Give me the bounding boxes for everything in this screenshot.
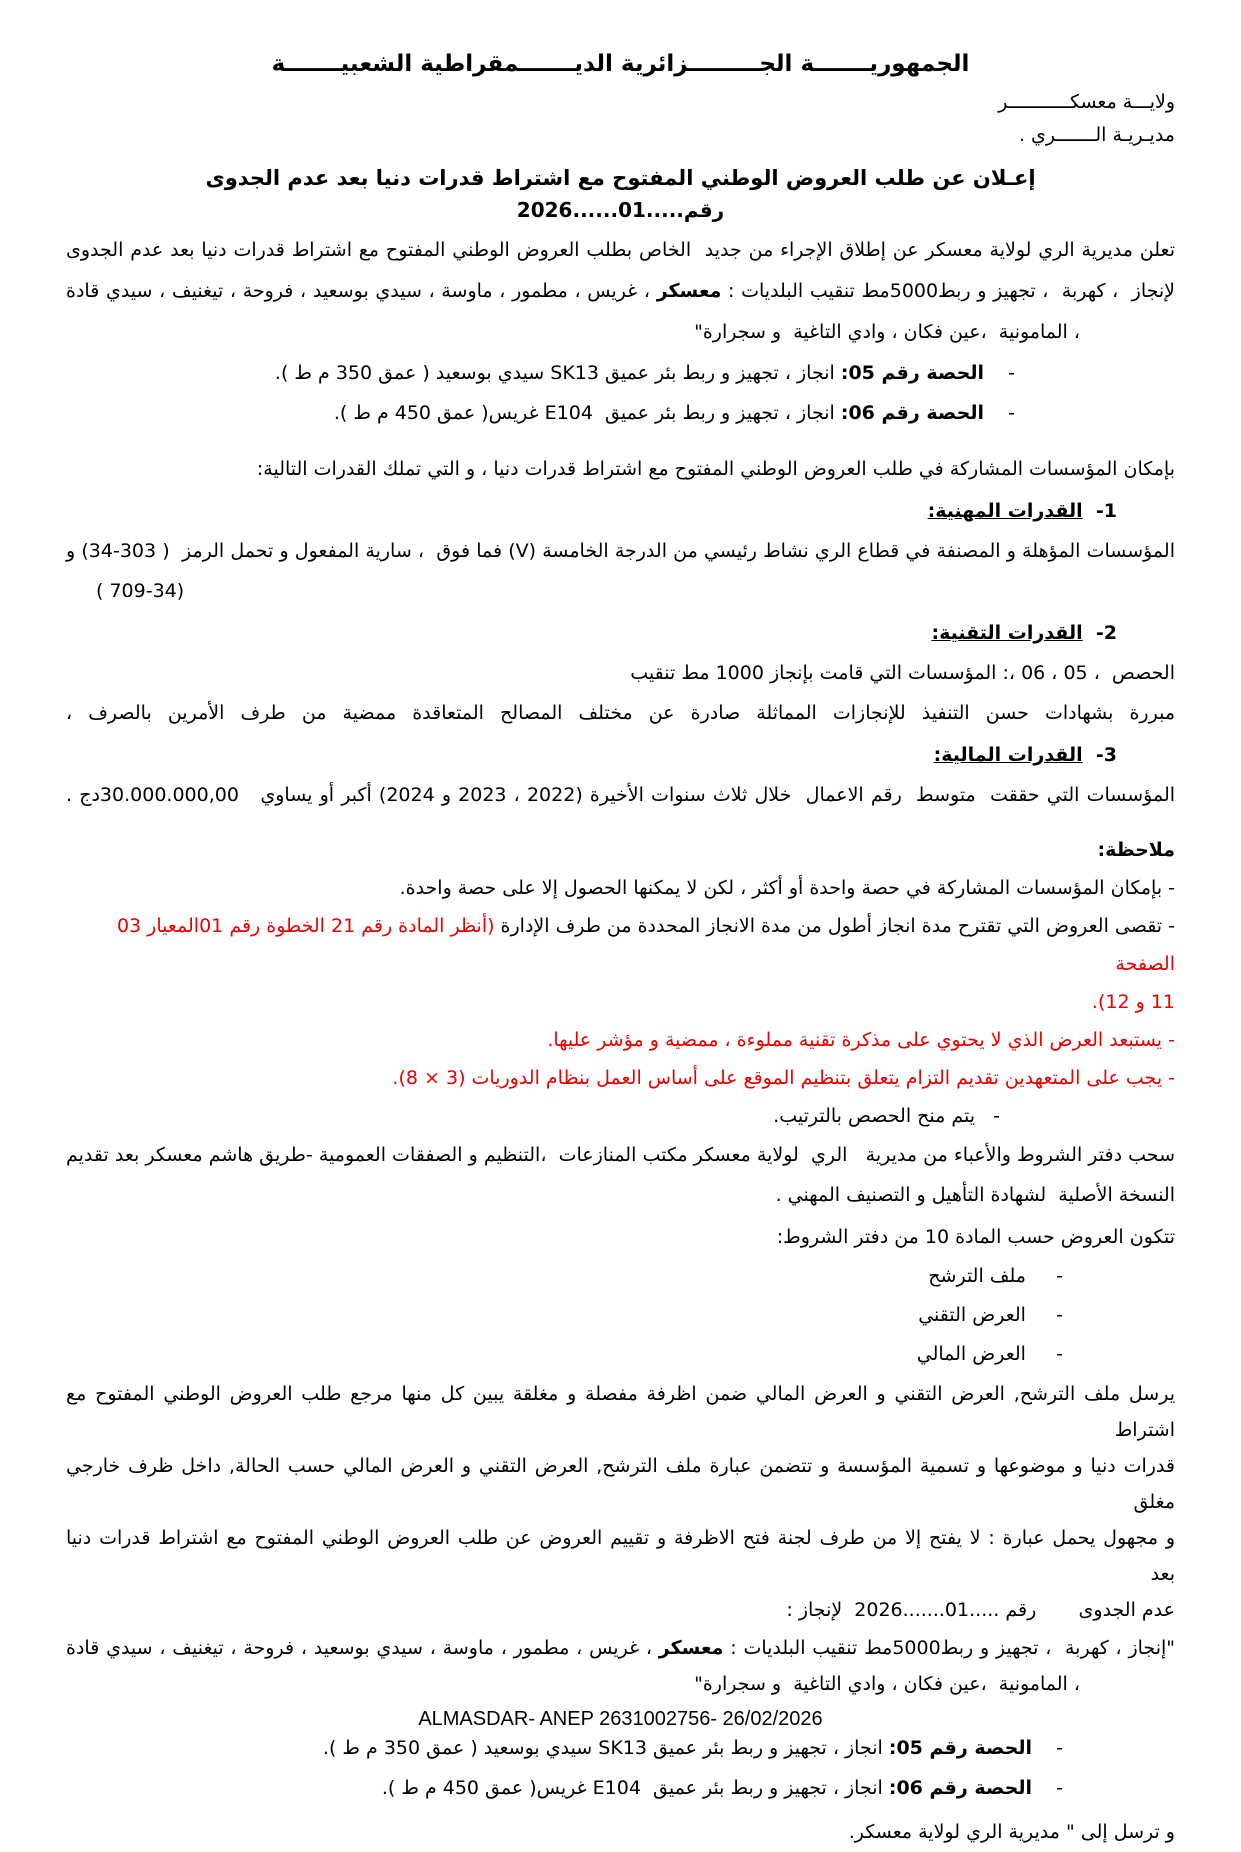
lot-05-dash: - <box>983 362 1015 384</box>
lot-06-item <box>66 393 1175 433</box>
lot-05-bottom-text: انجاز ، تجهيز و ربط بئر عميق SK13 سيدي بوسعيد ( عمق 350 م ط ). <box>322 1737 889 1759</box>
lot-06-bottom-text: انجاز ، تجهيز و ربط بئر عميق E104 غريس( عمق 450 م ط ). <box>381 1777 889 1799</box>
offer-item-1-dash: - <box>1025 1265 1063 1287</box>
withdraw-paragraph <box>66 1135 1175 1215</box>
repeat-line-1-post: ، غريس ، مطمور ، ماوسة ، سيدي بوسعيد ، فروحة ، تيغنيف ، سيدي قادة <box>66 1637 659 1659</box>
section-1-label: القدرات المهنية: <box>927 500 1083 522</box>
section-professional <box>66 491 1175 611</box>
section-3-label: القدرات المالية: <box>933 744 1083 766</box>
note-item-2-black: - تقصى العروض التي تقترح مدة انجاز أطول من مدة الانجاز المحددة من طرف الإدارة <box>494 915 1175 937</box>
section-1-heading <box>66 491 1175 531</box>
section-3-heading <box>66 735 1175 775</box>
intro-paragraph <box>66 230 1175 353</box>
section-1-line-1: المؤسسات المؤهلة و المصنفة في قطاع الري نشاط رئيسي من الدرجة الخامسة (V) فما فوق ، سارية المفعول و تحمل الرمز ( 303-34) و <box>66 540 1175 562</box>
section-2-heading <box>66 613 1175 653</box>
wilaya-line: ولايـــة معسكـــــــــــر <box>998 91 1175 113</box>
lot-06-bottom-dash: - <box>1031 1777 1063 1799</box>
repeat-line-1 <box>66 1630 1175 1666</box>
participation-line: بإمكان المؤسسات المشاركة في طلب العروض الوطني المفتوح مع اشتراط قدرات دنيا ، و التي تملك القدرات التالية: <box>256 458 1175 480</box>
note-heading: ملاحظة: <box>1097 839 1175 861</box>
offers-composition-intro: تتكون العروض حسب المادة 10 من دفتر الشروط: <box>776 1226 1175 1248</box>
section-1-number: 1- <box>1082 500 1117 522</box>
offer-item-3-dash: - <box>1025 1343 1063 1365</box>
lots-list-bottom <box>66 1728 1175 1808</box>
lot-06-dash: - <box>983 402 1015 424</box>
note-item-2 <box>66 907 1175 983</box>
note-item-2-red: (أنظر المادة رقم 21 الخطوة رقم 01المعيار 03 الصفحة <box>98 915 1175 975</box>
offer-item-1-label: ملف الترشح <box>928 1265 1026 1287</box>
intro-line-2-mascara: معسكر <box>656 280 722 302</box>
lot-06-label: الحصة رقم 06: <box>840 402 984 424</box>
announcement-number: رقم.....01......2026 <box>516 198 725 222</box>
lot-06-text: انجاز ، تجهيز و ربط بئر عميق E104 غريس( عمق 450 م ط ). <box>333 402 841 424</box>
directorate-line: مديـريـة الـــــــري . <box>1018 124 1175 146</box>
announcement-title: إعـلان عن طلب العروض الوطني المفتوح مع اشتراط قدرات دنيا بعد عدم الجدوى <box>205 166 1036 190</box>
section-financial <box>66 735 1175 815</box>
lot-05-bottom-label: الحصة رقم 05: <box>888 1737 1032 1759</box>
note-item-3: - يستبعد العرض الذي لا يحتوي على مذكرة تقنية مملوءة ، ممضية و مؤشر عليها. <box>547 1029 1175 1051</box>
repeat-line-1-mascara: معسكر <box>658 1637 724 1659</box>
note-item-5: - يتم منح الحصص بالترتيب. <box>773 1105 1000 1127</box>
lot-05-text: انجاز ، تجهيز و ربط بئر عميق SK13 سيدي بوسعيد ( عمق 350 م ط ). <box>274 362 841 384</box>
envelope-line-2: قدرات دنيا و موضوعها و تسمية المؤسسة و تتضمن عبارة ملف الترشح, العرض التقني و العرض المالي حسب الحالة, داخل ظرف خارجي مغلق <box>59 1455 1175 1513</box>
republic-header: الجمهوريـــــــة الجـــــــــزائرية الديـــــــمقراطية الشعبيـــــــة <box>271 51 970 77</box>
anep-footer: ALMASDAR- ANEP 2631002756- 26/02/2026 <box>418 1708 823 1730</box>
offer-item-financial <box>66 1335 1175 1374</box>
offer-item-3-label: العرض المالي <box>916 1343 1026 1365</box>
section-3-number: 3- <box>1082 744 1117 766</box>
offer-item-technical <box>66 1296 1175 1335</box>
envelope-line-3: و مجهول يحمل عبارة : لا يفتح إلا من طرف لجنة فتح الاظرفة و تقييم العروض عن طلب العروض الوطني المفتوح مع اشتراط قدرات دنيا بعد <box>41 1527 1175 1585</box>
envelope-paragraph <box>41 1376 1175 1628</box>
lot-05-item <box>66 353 1175 393</box>
repeat-line-2: ، المامونية ،عين فكان ، وادي التاغية و سجرارة" <box>694 1673 1080 1695</box>
works-repeat-paragraph <box>66 1630 1175 1702</box>
lot-06-bottom-label: الحصة رقم 06: <box>888 1777 1032 1799</box>
withdraw-line-2: النسخة الأصلية لشهادة التأهيل و التصنيف المهني . <box>775 1184 1175 1206</box>
note-item-4: - يجب على المتعهدين تقديم التزام يتعلق بتنظيم الموقع على أساس العمل بنظام الدوريات (3 × 8). <box>392 1067 1175 1089</box>
section-2-line-1: الحصص ، 05 ، 06 ،: المؤسسات التي قامت بإنجاز 1000 مط تنقيب <box>630 662 1175 684</box>
section-2-label: القدرات التقنية: <box>931 622 1083 644</box>
repeat-line-1-pre: "إنجاز ، كهربة ، تجهيز و ربط5000مط تنقيب البلديات : <box>723 1637 1176 1659</box>
note-item-1: - بإمكان المؤسسات المشاركة في حصة واحدة أو أكثر ، لكن لا يمكنها الحصول إلا على حصة واحدة. <box>399 877 1175 899</box>
lot-06-item-bottom <box>66 1768 1175 1808</box>
intro-line-2-post: ، غريس ، مطمور ، ماوسة ، سيدي بوسعيد ، فروحة ، تيغنيف ، سيدي قادة <box>66 280 657 302</box>
section-1-line-2: (709-34 ) <box>96 580 185 602</box>
send-to-line: و ترسل إلى " مديرية الري لولاية معسكر. <box>848 1821 1175 1843</box>
lot-05-item-bottom <box>66 1728 1175 1768</box>
envelope-line-1: يرسل ملف الترشح, العرض التقني و العرض المالي ضمن اظرفة مفصلة و مغلقة يبين كل منها مرجع طلب العروض الوطني المفتوح مع اشتراط <box>59 1383 1175 1441</box>
offer-item-application <box>66 1257 1175 1296</box>
intro-line-2-pre: لإنجاز ، كهربة ، تجهيز و ربط5000مط تنقيب البلديات : <box>721 280 1176 302</box>
lots-list-top <box>66 353 1175 433</box>
section-2-number: 2- <box>1082 622 1117 644</box>
offer-item-2-label: العرض التقني <box>918 1304 1026 1326</box>
section-technical <box>66 613 1175 733</box>
withdraw-line-1: سحب دفتر الشروط والأعباء من مديرية الري لولاية معسكر مكتب المنازعات ،التنظيم و الصفقات العمومية -طريق هاشم معسكر بعد تقديم <box>66 1144 1175 1166</box>
note-block <box>66 831 1175 1135</box>
intro-line-1: تعلن مديرية الري لولاية معسكر عن إطلاق الإجراء من جديد الخاص بطلب العروض الوطني المفتوح مع اشتراط قدرات دنيا بعد عدم الجدوى <box>66 239 1175 261</box>
offer-item-2-dash: - <box>1025 1304 1063 1326</box>
envelope-line-4: عدم الجدوى رقم .....01.......2026 لإنجاز : <box>786 1599 1175 1621</box>
intro-line-3: ، المامونية ،عين فكان ، وادي التاغية و سجرارة" <box>694 321 1080 343</box>
lot-05-bottom-dash: - <box>1031 1737 1063 1759</box>
intro-line-2 <box>66 271 1175 312</box>
offers-list <box>66 1257 1175 1374</box>
lot-05-label: الحصة رقم 05: <box>840 362 984 384</box>
section-2-line-2: مبررة بشهادات حسن التنفيذ للإنجازات المماثلة صادرة عن مختلف المصالح المتعاقدة ممضية من طرف الأمرين بالصرف ، <box>66 702 1175 724</box>
note-item-2-continuation: 11 و 12). <box>1091 991 1175 1013</box>
section-3-line-1: المؤسسات التي حققت متوسط رقم الاعمال خلال ثلاث سنوات الأخيرة (2022 ، 2023 و 2024) أكبر أو يساوي 30.000.000,00دج . <box>66 784 1176 806</box>
